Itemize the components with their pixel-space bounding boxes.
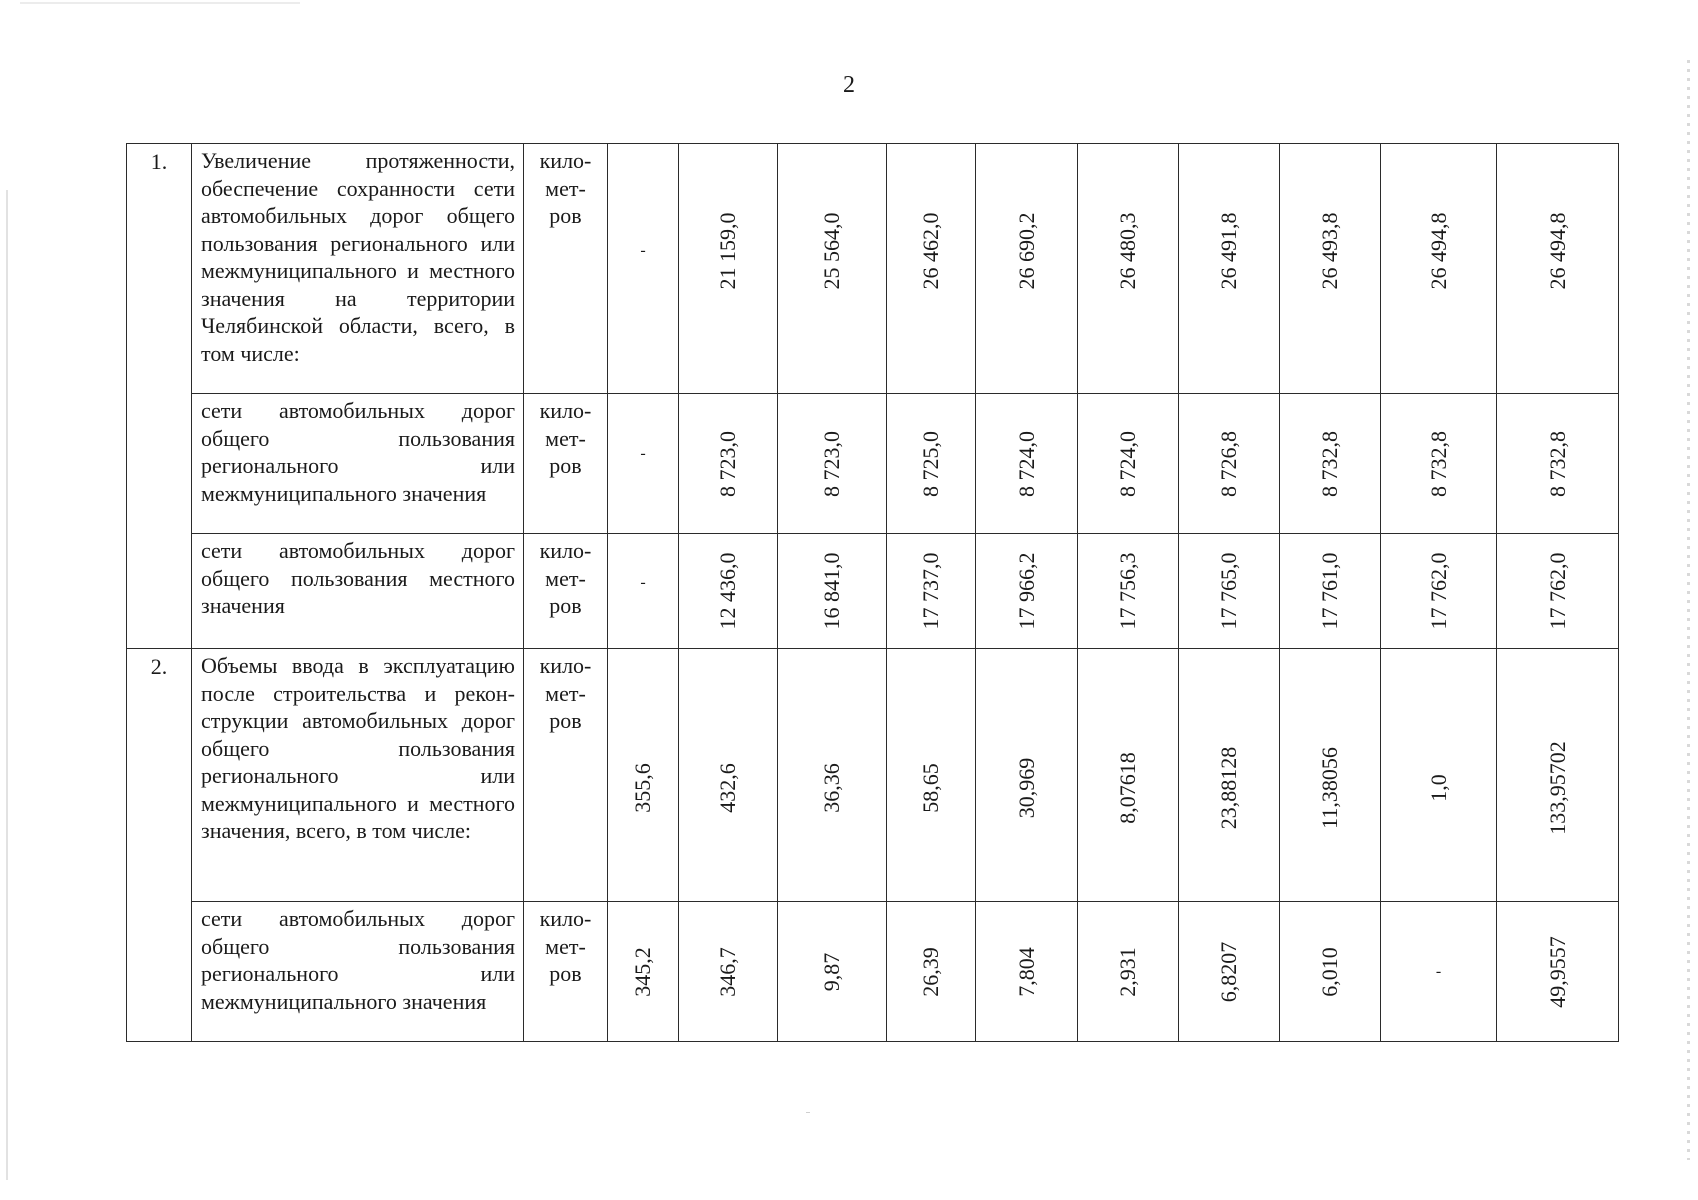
value-text: - — [1435, 962, 1442, 980]
row-number: 2. — [127, 649, 192, 1042]
value-cell — [608, 394, 679, 534]
scan-artifact-right-edge — [1687, 60, 1690, 1160]
value-cell — [1078, 394, 1179, 534]
value-text: 8 732,8 — [1544, 430, 1570, 497]
value-text: 8 724,0 — [1115, 430, 1140, 497]
scan-artifact-left-edge — [6, 190, 8, 1180]
value-text: 12 436,0 — [715, 552, 740, 630]
value-text: 58,65 — [918, 762, 943, 813]
value-cell — [1381, 394, 1497, 534]
value-cell — [1497, 394, 1619, 534]
value-cell — [1497, 144, 1619, 394]
value-text: 8 723,0 — [819, 430, 844, 497]
value-text: 26,39 — [918, 946, 943, 997]
unit-cell: кило- мет- ров — [524, 144, 608, 394]
value-cell — [1280, 144, 1381, 394]
value-text: 49,9557 — [1544, 935, 1570, 1008]
value-text: - — [640, 242, 646, 260]
value-text: 8 726,8 — [1216, 430, 1241, 497]
value-text: 36,36 — [819, 762, 844, 813]
value-cell — [679, 534, 778, 649]
indicator-name: сети автомобильных дорог общего пользования регионального или межмуниципального значения — [192, 902, 524, 1042]
value-cell — [608, 144, 679, 394]
value-text: 6,010 — [1317, 946, 1342, 997]
value-text: 26 480,3 — [1115, 212, 1140, 290]
unit-cell: кило- мет- ров — [524, 649, 608, 902]
value-text: 8 732,8 — [1425, 430, 1451, 497]
value-text: 17 761,0 — [1317, 552, 1342, 630]
value-text: 23,88128 — [1216, 746, 1241, 829]
value-text: 25 564,0 — [819, 212, 844, 290]
table-row — [127, 902, 1619, 1042]
value-cell — [1078, 902, 1179, 1042]
value-cell — [887, 649, 976, 902]
unit-cell: кило- мет- ров — [524, 902, 608, 1042]
value-text: 17 762,0 — [1544, 552, 1570, 630]
table-row — [127, 534, 1619, 649]
value-text: 26 690,2 — [1013, 212, 1039, 290]
value-cell — [976, 534, 1078, 649]
value-cell — [1381, 144, 1497, 394]
value-text: 8,07618 — [1115, 751, 1140, 824]
value-cell — [778, 144, 887, 394]
value-text: 26 491,8 — [1216, 212, 1241, 290]
value-text: 355,6 — [630, 762, 655, 813]
unit-cell: кило- мет- ров — [524, 394, 608, 534]
value-cell — [679, 394, 778, 534]
value-cell — [1179, 534, 1280, 649]
value-cell — [1497, 534, 1619, 649]
value-cell — [778, 394, 887, 534]
value-text: 26 494,8 — [1544, 212, 1570, 290]
value-cell — [1280, 902, 1381, 1042]
value-text: 17 737,0 — [918, 552, 943, 630]
value-cell — [976, 144, 1078, 394]
value-text: 16 841,0 — [819, 552, 844, 630]
value-text: 6,8207 — [1216, 941, 1241, 1002]
value-text: 26 462,0 — [918, 212, 943, 290]
value-cell — [1179, 394, 1280, 534]
page-number: 2 — [843, 72, 855, 98]
value-cell — [1381, 902, 1497, 1042]
value-text: 26 494,8 — [1425, 212, 1451, 290]
table-row — [127, 649, 1619, 902]
value-cell — [1280, 534, 1381, 649]
value-text: 8 723,0 — [715, 430, 740, 497]
value-text: 346,7 — [715, 946, 740, 997]
value-text: 11,38056 — [1317, 746, 1342, 829]
value-cell — [1078, 534, 1179, 649]
value-cell — [887, 902, 976, 1042]
value-text: 1,0 — [1425, 773, 1451, 802]
value-text: 133,95702 — [1544, 740, 1570, 835]
value-cell — [608, 534, 679, 649]
value-text: 17 765,0 — [1216, 552, 1241, 630]
scan-artifact-top — [20, 2, 300, 4]
value-text: 26 493,8 — [1317, 212, 1342, 290]
value-cell — [887, 144, 976, 394]
value-text: 7,804 — [1013, 946, 1039, 997]
value-text: 8 725,0 — [918, 430, 943, 497]
unit-cell: кило- мет- ров — [524, 534, 608, 649]
value-text: 345,2 — [630, 946, 655, 997]
value-cell — [1078, 144, 1179, 394]
row-number: 1. — [127, 144, 192, 649]
value-cell — [1179, 902, 1280, 1042]
value-cell — [679, 144, 778, 394]
value-cell — [778, 902, 887, 1042]
value-cell — [608, 902, 679, 1042]
value-text: 17 762,0 — [1425, 552, 1451, 630]
value-cell — [887, 394, 976, 534]
indicator-name: сети автомобильных дорог общего пользования регионального или межмуниципального значения — [192, 394, 524, 534]
value-text: 8 724,0 — [1013, 430, 1039, 497]
value-cell — [976, 394, 1078, 534]
value-text: 17 966,2 — [1013, 552, 1039, 630]
indicator-name: Увеличение протяженности, обеспечение сохранности сети автомобильных дорог общего пользования регионального или межмуниципального и местного значения на территории Челябинской области, всего, в том числе: — [192, 144, 524, 394]
value-text: - — [640, 574, 646, 592]
value-cell — [1381, 534, 1497, 649]
table-row — [127, 144, 1619, 394]
indicator-name: сети автомобильных дорог общего пользования местного значения — [192, 534, 524, 649]
value-cell — [1280, 649, 1381, 902]
table-row — [127, 394, 1619, 534]
value-cell — [1497, 649, 1619, 902]
value-cell — [1280, 394, 1381, 534]
indicator-name: Объемы ввода в эксплуатацию после строительства и рекон-струкции автомобильных дорог общего пользования регионального или межмуниципального и местного значения, всего, в том числе: — [192, 649, 524, 902]
value-cell — [679, 902, 778, 1042]
value-text: 9,87 — [819, 952, 844, 991]
value-text: - — [640, 444, 646, 462]
value-text: 2,931 — [1115, 946, 1140, 997]
value-cell — [608, 649, 679, 902]
scan-artifact-dot — [806, 1112, 810, 1113]
value-text: 17 756,3 — [1115, 552, 1140, 630]
value-cell — [1179, 649, 1280, 902]
value-text: 432,6 — [715, 762, 740, 813]
value-cell — [976, 902, 1078, 1042]
indicators-table — [126, 143, 1619, 1042]
value-cell — [679, 649, 778, 902]
value-text: 21 159,0 — [715, 212, 740, 290]
value-cell — [1497, 902, 1619, 1042]
value-cell — [778, 649, 887, 902]
value-cell — [1078, 649, 1179, 902]
value-cell — [1179, 144, 1280, 394]
value-text: 30,969 — [1013, 757, 1039, 818]
value-cell — [976, 649, 1078, 902]
value-cell — [778, 534, 887, 649]
value-text: 8 732,8 — [1317, 430, 1342, 497]
value-cell — [1381, 649, 1497, 902]
value-cell — [887, 534, 976, 649]
